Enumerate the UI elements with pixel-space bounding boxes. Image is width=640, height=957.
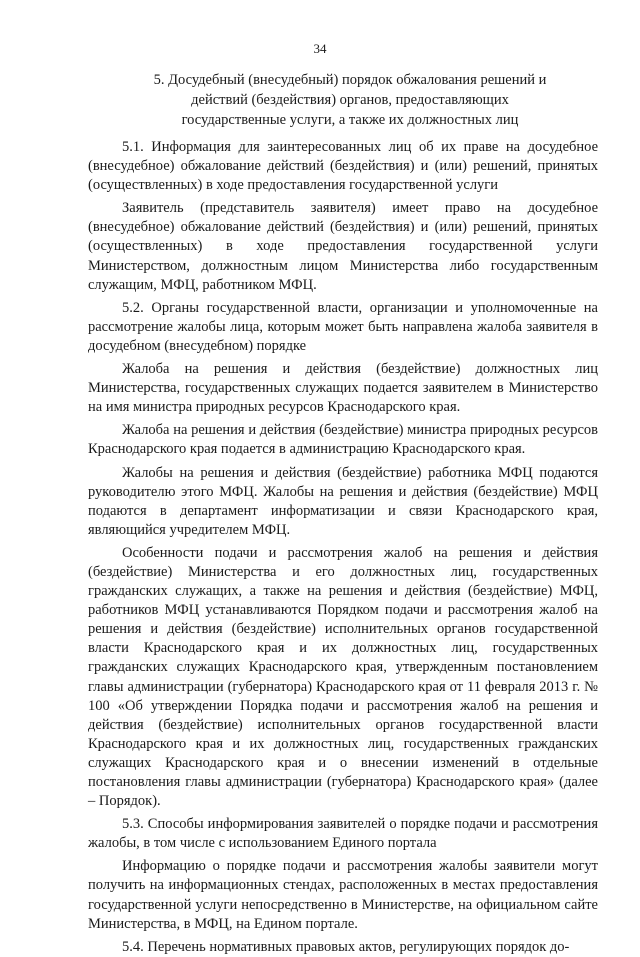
paragraph-5-4: 5.4. Перечень нормативных правовых актов, регулирующих порядок до-: [122, 938, 570, 955]
heading-line: государственные услуги, а также их должностных лиц: [181, 112, 519, 128]
document-body: [88, 138, 598, 957]
paragraph-procedure-features: Особенности подачи и рассмотрения жалоб на решения и действия (бездействие) Министерства и его должностных лиц, государственных гражданских служащих, а также на решения и действия (бездействие) МФЦ, работников МФЦ устанавливаются Порядком подачи и рассмотрения жалоб на решения и действия (бездействие) исполнительных органов государственной власти Краснодарского края и их должностных лиц, государственных гражданских служащих Краснодарского края, утвержденным постановлением главы администрации (губернатора) Краснодарского края от 11 февраля 2013 г. № 100 «Об утверждении Порядка подачи и рассмотрения жалоб на решения и действия (бездействие) исполнительных органов государственной власти Краснодарского края и их должностных лиц, государственных гражданских служащих Краснодарского края и о внесении изменений в отдельные постановления главы администрации (губернатора) Краснодарского края» (далее – Порядок).: [88, 544, 598, 810]
heading-line: действий (бездействия) органов, предоставляющих: [191, 92, 509, 108]
paragraph-complaint-ministry: Жалоба на решения и действия (бездействие) должностных лиц Министерства, государственных служащих подается заявителем в Министерство на имя министра природных ресурсов Краснодарского края.: [88, 361, 598, 416]
section-heading: [150, 70, 550, 130]
paragraph-5-3: 5.3. Способы информирования заявителей о порядке подачи и рассмотрения жалобы, в том числе с использованием Единого портала: [88, 816, 598, 852]
paragraph-complaint-mfc: Жалобы на решения и действия (бездействие) работника МФЦ подаются руководителю этого МФЦ. Жалобы на решения и действия (бездействие) МФЦ подаются в департамент информатизации и связи Краснодарского края, являющийся учредителем МФЦ.: [88, 464, 598, 538]
page-number: 34: [313, 41, 327, 56]
paragraph-applicant-right: Заявитель (представитель заявителя) имеет право на досудебное (внесудебное) обжалование действий (бездействия) и (или) решений, принятых (осуществленных) в ходе предоставления государственной услуги Министерством, должностным лицом Министерства либо государственным служащим, МФЦ, работником МФЦ.: [88, 200, 598, 293]
paragraph-information-sources: Информацию о порядке подачи и рассмотрения жалобы заявители могут получить на информационных стендах, расположенных в местах предоставления государственной услуги непосредственно в Министерстве, на официальном сайте Министерства, в МФЦ, на Едином портале.: [88, 858, 598, 932]
paragraph-5-2: 5.2. Органы государственной власти, организации и уполномоченные на рассмотрение жалобы лица, которым может быть направлена жалоба заявителя в досудебном (внесудебном) порядке: [88, 299, 598, 354]
paragraph-5-1: 5.1. Информация для заинтересованных лиц об их праве на досудебное (внесудебное) обжалование действий (бездействия) и (или) решений, принятых (осуществленных) в ходе предоставления государственной услуги: [88, 139, 598, 194]
heading-line: 5. Досудебный (внесудебный) порядок обжалования решений и: [153, 72, 547, 88]
paragraph-complaint-minister: Жалоба на решения и действия (бездействие) министра природных ресурсов Краснодарского края подается в администрацию Краснодарского края.: [88, 422, 598, 458]
